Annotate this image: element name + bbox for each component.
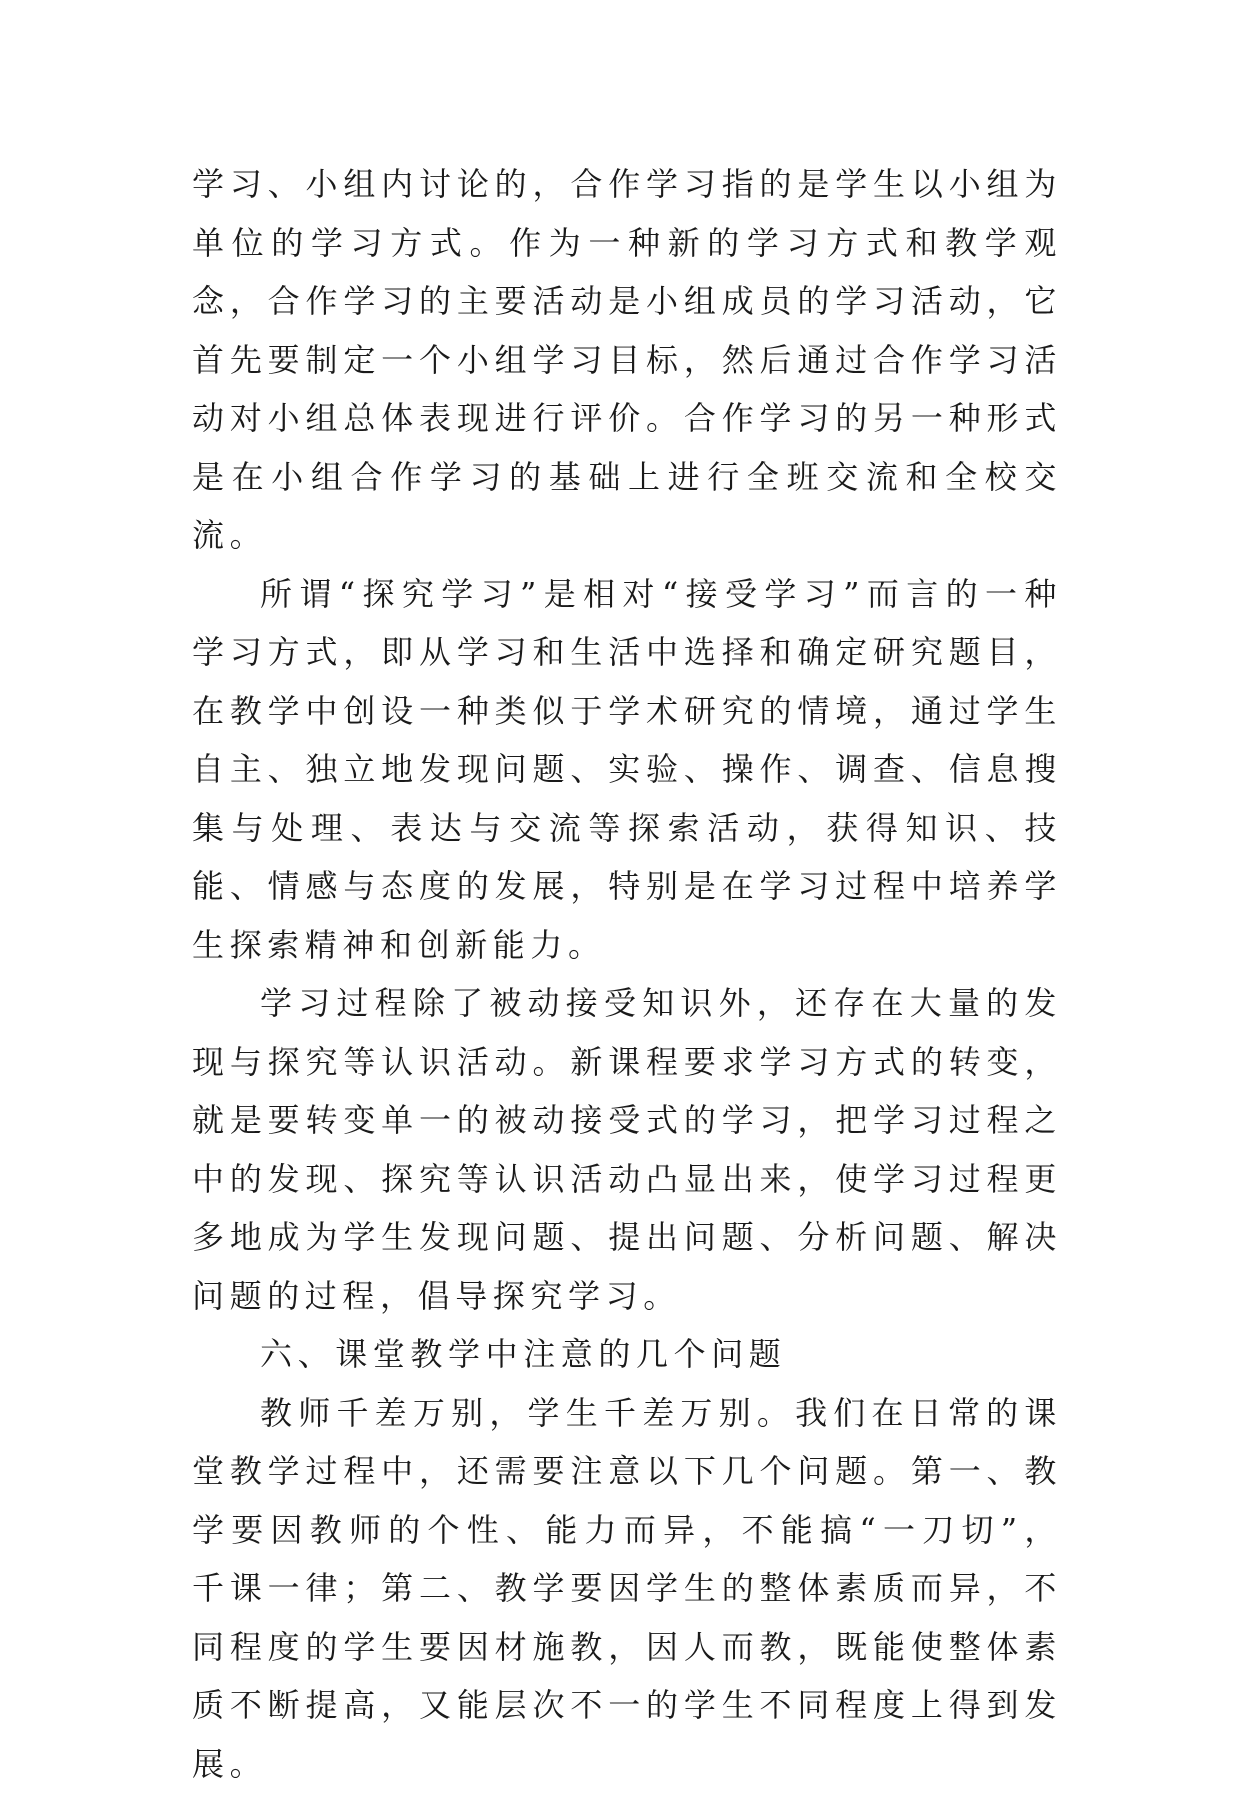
paragraph-inquiry-learning: 所谓“探究学习”是相对“接受学习”而言的一种学习方式，即从学习和生活中选择和确定研究题目，在教学中创设一种类似于学术研究的情境，通过学生自主、独立地发现问题、实验、操作、调查、信息搜集与处理、表达与交流等探索活动，获得知识、技能、情感与态度的发展，特别是在学习过程中培养学生探索精神和创新能力。 — [192, 565, 1062, 975]
paragraph-teaching-notes: 教师千差万别，学生千差万别。我们在日常的课堂教学过程中，还需要注意以下几个问题。第一、教学要因教师的个性、能力而异，不能搞“一刀切”，千课一律；第二、教学要因学生的整体素质而异，不同程度的学生要因材施教，因人而教，既能使整体素质不断提高，又能层次不一的学生不同程度上得到发展。 — [192, 1384, 1062, 1793]
paragraph-learning-process: 学习过程除了被动接受知识外，还存在大量的发现与探究等认识活动。新课程要求学习方式的转变，就是要转变单一的被动接受式的学习，把学习过程之中的发现、探究等认识活动凸显出来，使学习过程更多地成为学生发现问题、提出问题、分析问题、解决问题的过程，倡导探究学习。 — [192, 974, 1062, 1325]
paragraph-cooperative-learning: 学习、小组内讨论的，合作学习指的是学生以小组为单位的学习方式。作为一种新的学习方式和教学观念，合作学习的主要活动是小组成员的学习活动，它首先要制定一个小组学习目标，然后通过合作学习活动对小组总体表现进行评价。合作学习的另一种形式是在小组合作学习的基础上进行全班交流和全校交流。 — [192, 155, 1062, 565]
document-body — [192, 155, 1062, 1793]
section-heading: 六、课堂教学中注意的几个问题 — [192, 1325, 1062, 1384]
